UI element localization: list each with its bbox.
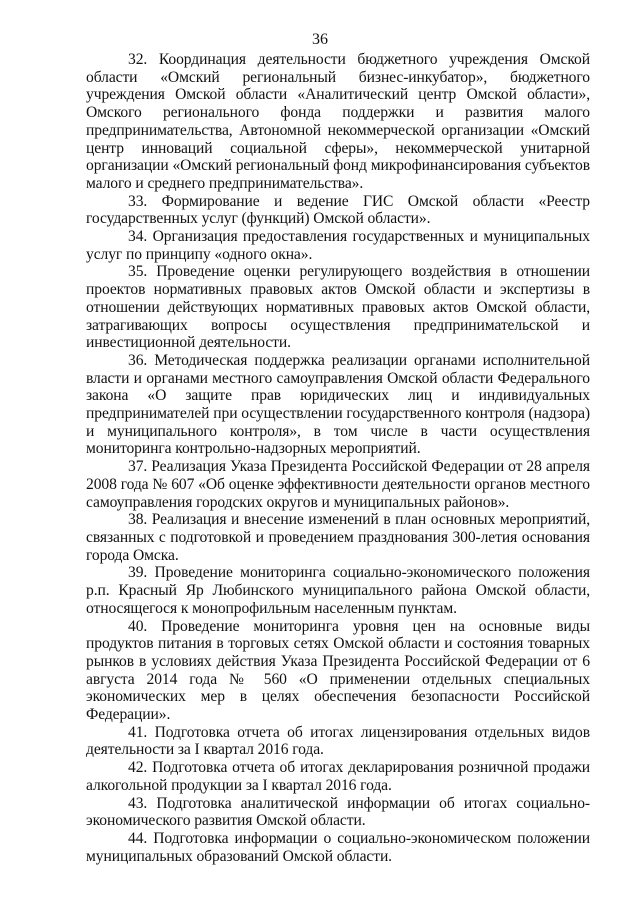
list-item-38: 38. Реализация и внесение изменений в план основных мероприятий, связанных с подготовкой и проведением празднования 300-летия основания города Омска. <box>86 511 590 564</box>
list-item-41: 41. Подготовка отчета об итогах лицензирования отдельных видов деятельности за I квартал 2016 года. <box>86 723 590 759</box>
page-number: 36 <box>312 31 328 48</box>
list-item-36: 36. Методическая поддержка реализации органами исполнительной власти и органами местного самоуправления Омской области Федерального закона «О защите прав юридических лиц и индивидуальных предпринимателей при осуществлении государственного контроля (надзора) и муниципального контроля», в том числе в части осуществления мониторинга контрольно-надзорных мероприятий. <box>86 351 590 458</box>
list-item-33: 33. Формирование и ведение ГИС Омской области «Реестр государственных услуг (функций) Омской области». <box>86 192 590 228</box>
list-item-34: 34. Организация предоставления государственных и муниципальных услуг по принципу «одного окна». <box>86 228 590 263</box>
list-item-39: 39. Проведение мониторинга социально-экономического положения р.п. Красный Яр Любинского муниципального района Омской области, относящегося к монопрофильным населенным пунктам. <box>86 564 590 617</box>
list-item-40: 40. Проведение мониторинга уровня цен на основные виды продуктов питания в торговых сетях Омской области и состояния товарных рынков в условиях действия Указа Президента Российской Федерации от 6 августа 2014 года № 560 «О применении отдельных специальных экономических мер в целях обеспечения безопасности Российской Федерации». <box>86 617 590 724</box>
document-body <box>86 51 590 865</box>
list-item-35: 35. Проведение оценки регулирующего воздействия в отношении проектов нормативных правовых актов Омской области и экспертизы в отношении действующих нормативных правовых актов Омской области, затрагивающих вопросы осуществления предпринимательской и инвестиционной деятельности. <box>86 263 590 352</box>
list-item-44: 44. Подготовка информации о социально-экономическом положении муниципальных образований Омской области. <box>86 829 590 865</box>
list-item-42: 42. Подготовка отчета об итогах декларирования розничной продажи алкогольной продукции за I квартал 2016 года. <box>86 759 590 794</box>
list-item-43: 43. Подготовка аналитической информации об итогах социально-экономического развития Омской области. <box>86 794 590 830</box>
list-item-32: 32. Координация деятельности бюджетного учреждения Омской области «Омский региональный бизнес-инкубатор», бюджетного учреждения Омской области «Аналитический центр Омской области», Омского регионального фонда поддержки и развития малого предпринимательства, Автономной некоммерческой организации «Омский центр инноваций социальной сферы», некоммерческой унитарной организации «Омский региональный фонд микрофинансирования субъектов малого и среднего предпринимательства». <box>86 51 590 192</box>
list-item-37: 37. Реализация Указа Президента Российской Федерации от 28 апреля 2008 года № 607 «Об оценке эффективности деятельности органов местного самоуправления городских округов и муниципальных районов». <box>86 458 590 511</box>
